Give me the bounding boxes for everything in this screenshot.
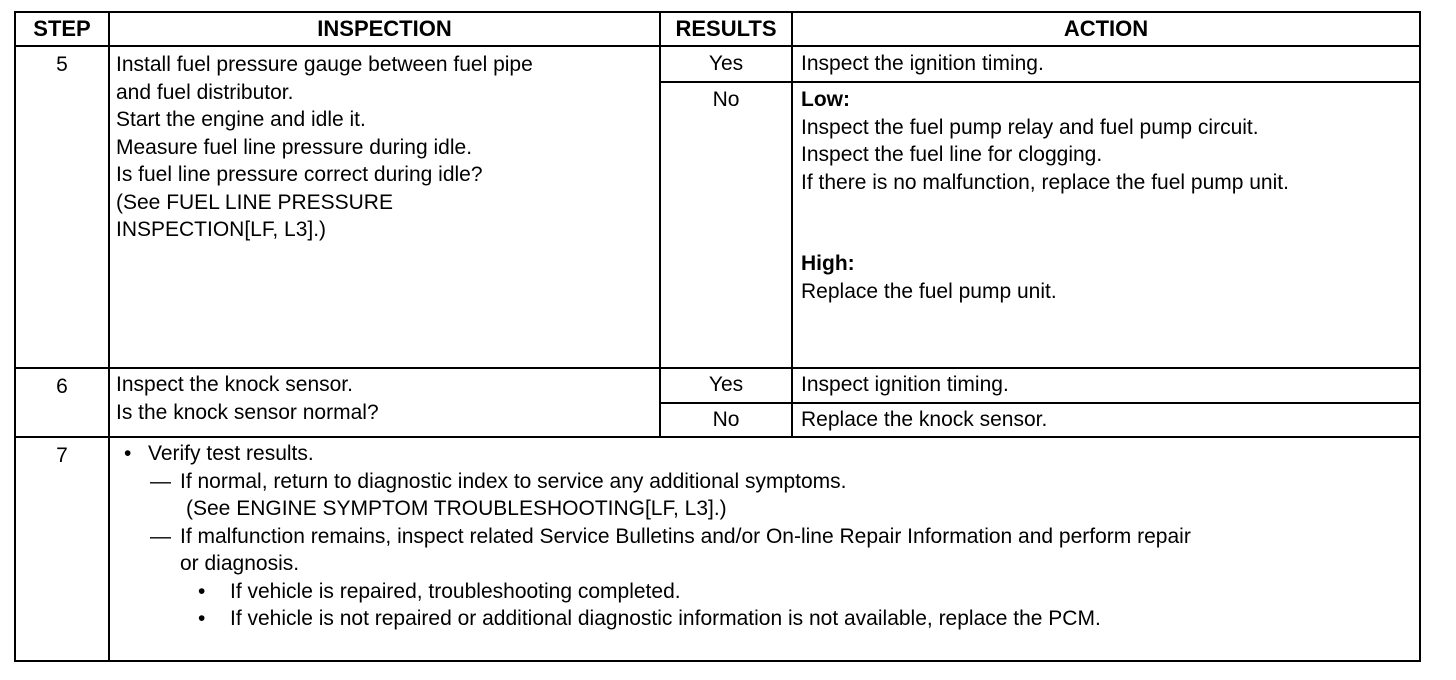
low-label: Low: <box>801 88 850 111</box>
header-step: STEP <box>15 12 109 46</box>
header-row <box>15 12 1420 46</box>
bullet-icon: • <box>198 579 206 603</box>
step5-inspection-line: and fuel distributor. <box>116 80 294 104</box>
step5-no-cell <box>660 82 792 368</box>
step5-yes-cell <box>660 46 792 82</box>
bullet-icon: • <box>124 442 132 465</box>
step5-inspection-line: Start the engine and idle it. <box>116 108 366 131</box>
step6-yes-label: Yes <box>708 373 744 396</box>
step5-inspection-line: Measure fuel line pressure during idle. <box>116 135 473 159</box>
step5-inspection-line: (See FUEL LINE PRESSURE <box>116 190 393 214</box>
step6-no-label: No <box>712 408 740 431</box>
header-action: ACTION <box>792 12 1420 46</box>
header-inspection: INSPECTION <box>109 12 660 46</box>
step6-number: 6 <box>56 375 68 398</box>
step6-yes-action: Inspect ignition timing. <box>801 373 1009 396</box>
step5-inspection-line: Is fuel line pressure correct during idle? <box>116 163 483 186</box>
step5-yes-action-cell <box>792 46 1420 82</box>
step5-number: 5 <box>56 53 68 76</box>
step5-no-label: No <box>712 88 740 111</box>
step5-yes-label: Yes <box>708 52 744 75</box>
dash-icon: — <box>150 524 171 548</box>
step6-inspection-line: Inspect the knock sensor. <box>116 373 353 396</box>
step6-inspection-line: Is the knock sensor normal? <box>116 400 379 424</box>
low-action-line: If there is no malfunction, replace the fuel pump unit. <box>801 170 1289 194</box>
high-label: High: <box>801 252 855 275</box>
step7-number-cell <box>15 437 109 661</box>
verify-text: Verify test results. <box>148 442 314 465</box>
sub2-text: If vehicle is not repaired or additional diagnostic information is not available, replace the PCM. <box>230 607 1101 630</box>
low-action-line: Inspect the fuel line for clogging. <box>801 143 1103 166</box>
diagnostic-table <box>14 11 1421 662</box>
bullet-icon: • <box>198 607 206 630</box>
header-results: RESULTS <box>660 12 792 46</box>
step6-no-cell <box>660 403 792 437</box>
step5-no-action-cell <box>792 82 1420 368</box>
step6-number-cell <box>15 368 109 437</box>
step7-content-cell <box>109 437 1420 661</box>
sub1-text: If vehicle is repaired, troubleshooting completed. <box>230 579 681 603</box>
dash2-text: If malfunction remains, inspect related Service Bulletins and/or On-line Repair Information and perform repair <box>180 524 1191 548</box>
step6-yes-row <box>15 368 1420 403</box>
step5-yes-action: Inspect the ignition timing. <box>801 52 1044 75</box>
dash1-text: If normal, return to diagnostic index to service any additional symptoms. <box>180 469 847 493</box>
step5-inspection-line: Install fuel pressure gauge between fuel pipe <box>116 53 533 76</box>
step6-yes-cell <box>660 368 792 403</box>
step6-inspection-cell <box>109 368 660 437</box>
low-action-line: Inspect the fuel pump relay and fuel pump circuit. <box>801 115 1259 139</box>
step6-no-action-cell <box>792 403 1420 437</box>
step5-yes-row <box>15 46 1420 82</box>
step6-yes-action-cell <box>792 368 1420 403</box>
step5-inspection-line: INSPECTION[LF, L3].) <box>116 218 327 241</box>
dash2-continuation: or diagnosis. <box>180 552 300 575</box>
step5-inspection-cell <box>109 46 660 368</box>
step6-no-action: Replace the knock sensor. <box>801 408 1048 431</box>
high-action-line: Replace the fuel pump unit. <box>801 279 1057 303</box>
step7-number: 7 <box>56 444 68 467</box>
step5-number-cell <box>15 46 109 368</box>
dash-icon: — <box>150 469 171 493</box>
step7-row <box>15 437 1420 661</box>
dash1-see-text: (See ENGINE SYMPTOM TROUBLESHOOTING[LF, L3].) <box>186 497 727 520</box>
spacer <box>801 196 1411 250</box>
